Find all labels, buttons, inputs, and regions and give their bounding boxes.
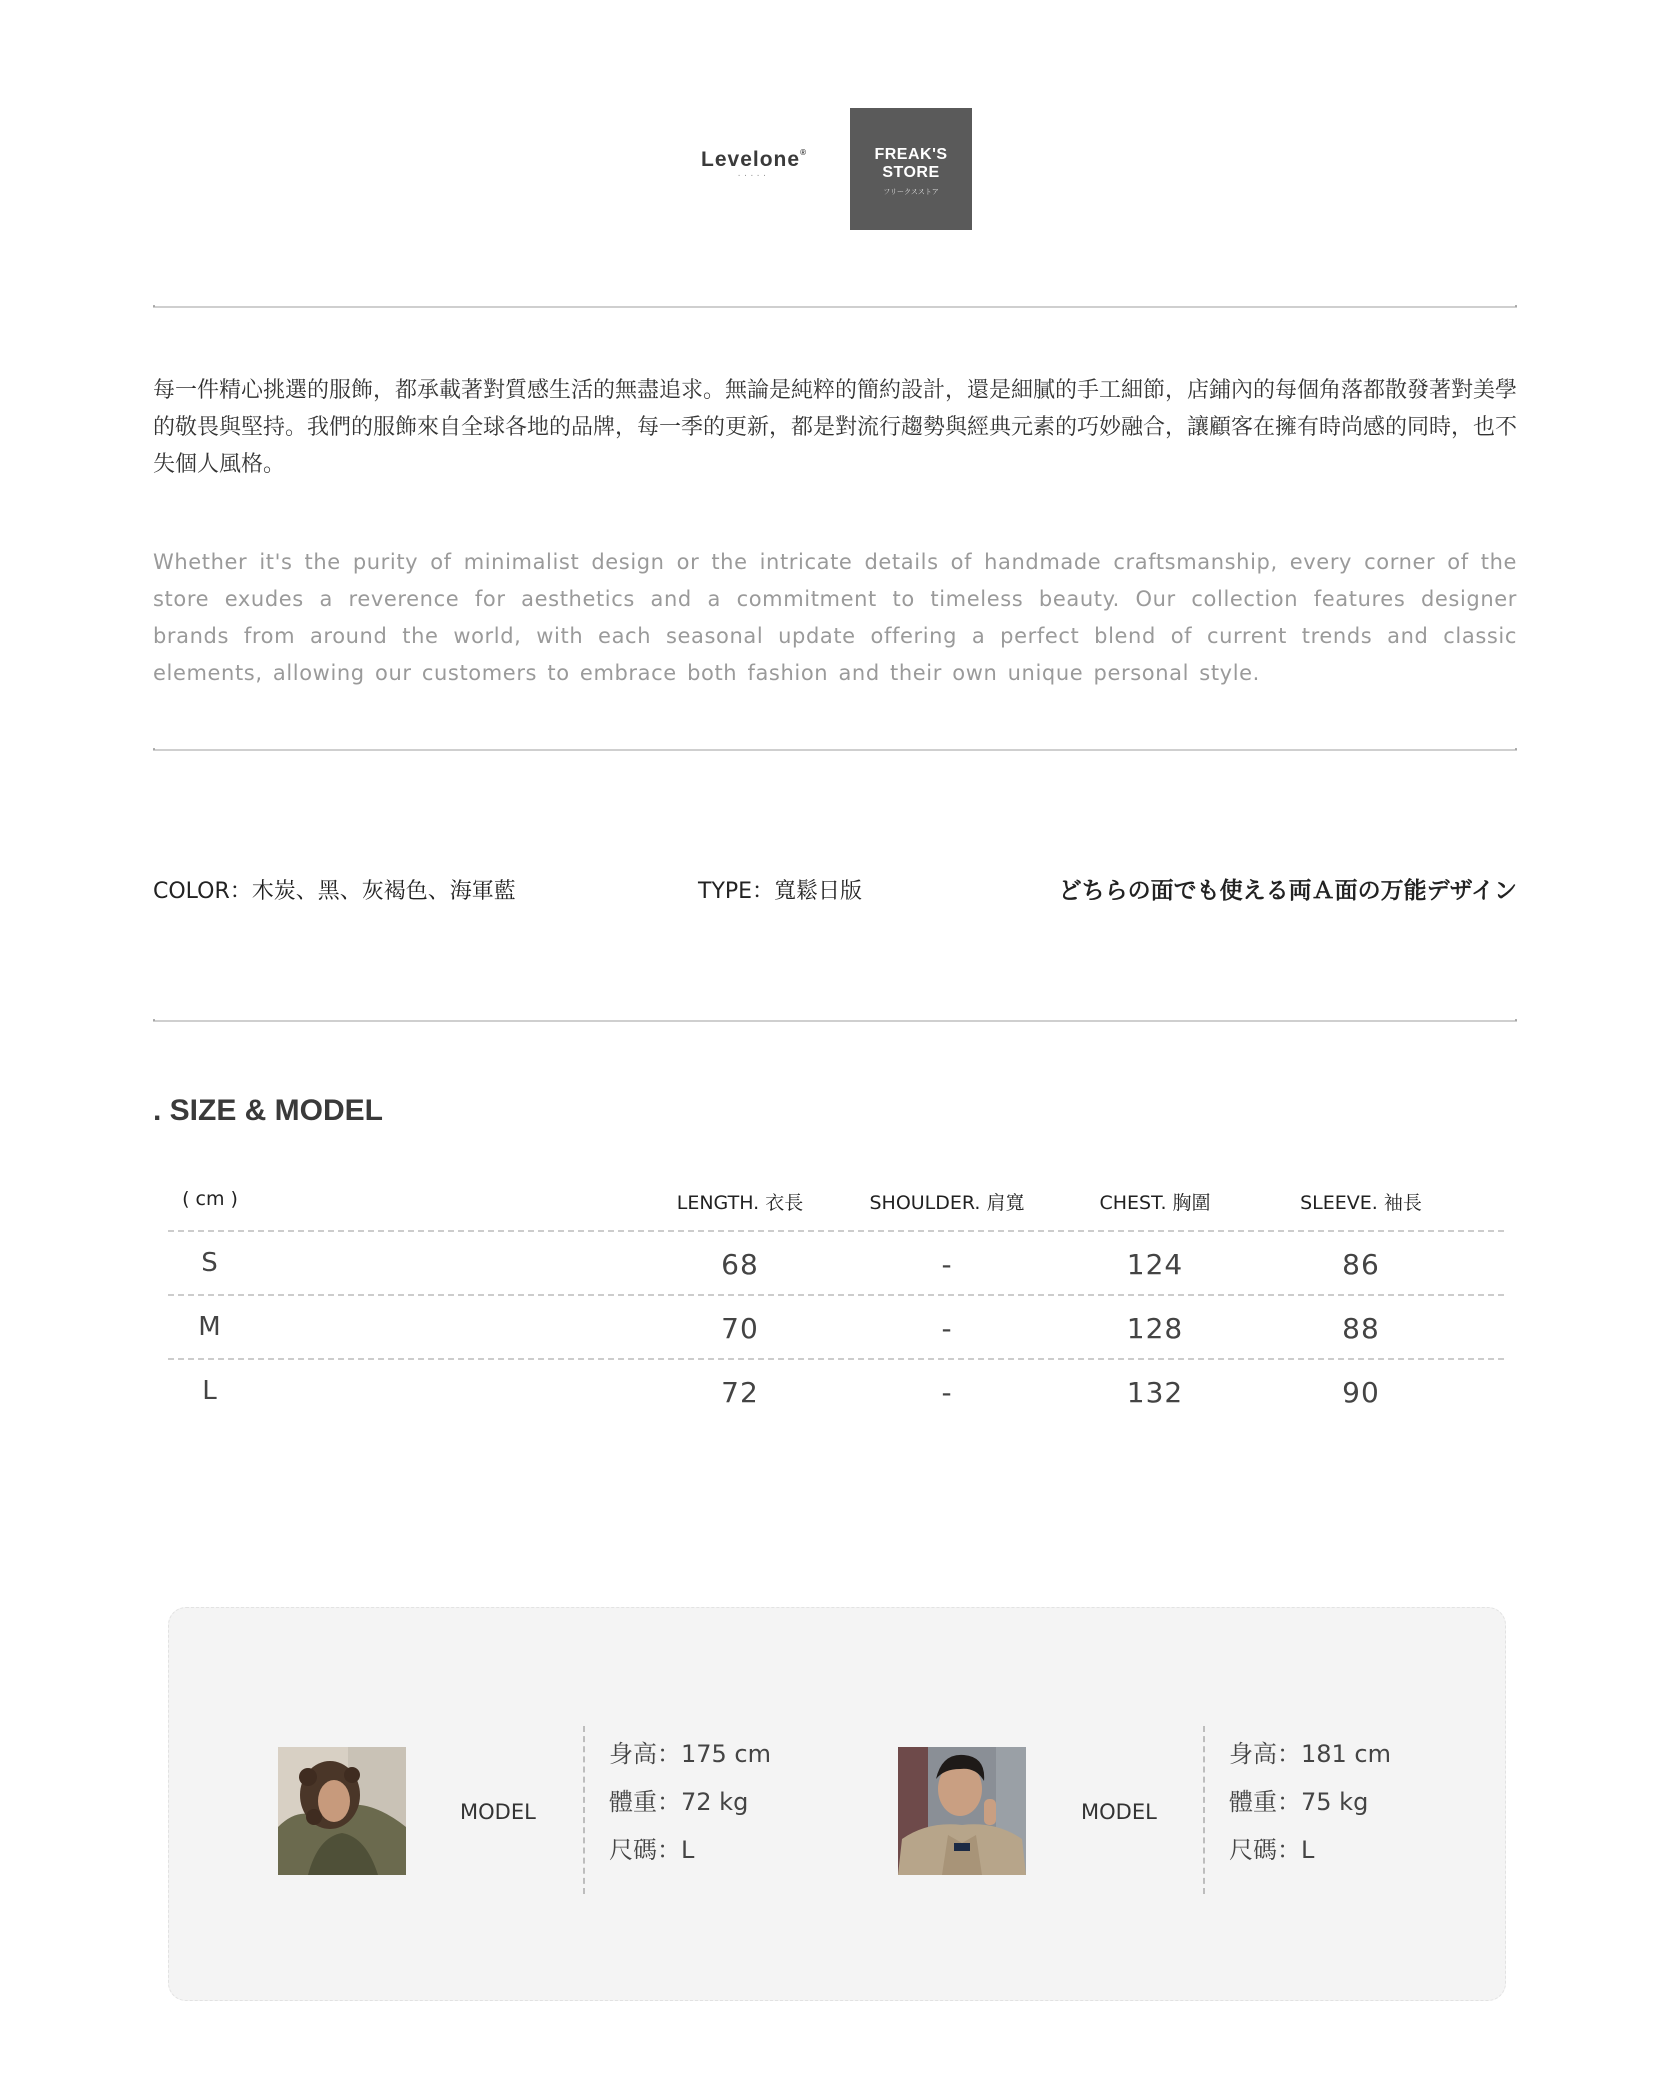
shoulder-cell: - (941, 1312, 953, 1345)
table-row (168, 1358, 1504, 1422)
col-length: LENGTH. 衣長 (676, 1192, 804, 1214)
model-divider-1 (583, 1726, 585, 1894)
model-photo-2 (898, 1747, 1026, 1875)
size-cell: L (202, 1376, 218, 1406)
intro-chinese: 每一件精心挑選的服飾，都承載著對質感生活的無盡追求。無論是純粹的簡約設計，還是細膩的手工細節，店鋪內的每個角落都散發著對美學的敬畏與堅持。我們的服飾來自全球各地的品牌，每一季的更新，都是對流行趨勢與經典元素的巧妙融合，讓顧客在擁有時尚感的同時，也不失個人風格。 (153, 378, 1518, 477)
model-photo-1 (278, 1747, 406, 1875)
model-panel (168, 1607, 1506, 2001)
jp-tagline: どちらの面でも使える両Ａ面の万能デザイン (1058, 878, 1517, 904)
model-height-1: 身高：175 cm (609, 1740, 772, 1768)
length-cell: 70 (721, 1312, 759, 1345)
model-size-1: 尺碼：L (609, 1836, 695, 1864)
model-stats-1 (609, 1730, 771, 1874)
model-weight-2: 體重：75 kg (1229, 1788, 1369, 1816)
sleeve-cell: 86 (1342, 1248, 1380, 1281)
shoulder-cell: - (941, 1248, 953, 1281)
freaks-store-logo (850, 108, 972, 230)
col-shoulder: SHOULDER. 肩寬 (869, 1192, 1025, 1214)
model-size-2: 尺碼：L (1229, 1836, 1315, 1864)
size-model-heading: . SIZE & MODEL (153, 1094, 384, 1127)
size-cell: M (198, 1312, 222, 1342)
unit-label: ( cm ) (182, 1188, 238, 1210)
freaks-logo-line2: STORE (882, 164, 940, 181)
sleeve-cell: 90 (1342, 1376, 1380, 1409)
chest-cell: 132 (1126, 1376, 1184, 1409)
chest-cell: 128 (1126, 1312, 1184, 1345)
levelone-logo-text: Levelone (701, 148, 801, 171)
type-spec: TYPE：寬鬆日版 (698, 879, 863, 904)
table-row (168, 1294, 1504, 1358)
model-height-2: 身高：181 cm (1229, 1740, 1392, 1768)
intro-english: Whether it's the purity of minimalist design or the intricate details of handmade craftsmanship, every corner of the store exudes a reverence for aesthetics and a commitment to timeless beauty. Our collection features designer brands from around the world, with each seasonal update offering a perfect blend of current trends and classic elements, allowing our customers to embrace both fashion and their own unique personal style. (153, 550, 1517, 685)
model-label-2: MODEL (1081, 1800, 1157, 1824)
col-chest: CHEST. 胸圍 (1099, 1192, 1211, 1214)
freaks-logo-kana: フリークスストア (883, 189, 939, 196)
model-stats-2 (1229, 1730, 1391, 1874)
length-cell: 68 (721, 1248, 759, 1281)
size-cell: S (201, 1248, 219, 1278)
model-label-1: MODEL (460, 1800, 536, 1824)
freaks-logo-line1: FREAK'S (874, 146, 948, 163)
shoulder-cell: - (941, 1376, 953, 1409)
color-spec: COLOR：木炭、黑、灰褐色、海軍藍 (153, 879, 516, 904)
divider-middle (153, 749, 1517, 751)
col-sleeve: SLEEVE. 袖長 (1300, 1192, 1422, 1214)
table-row (168, 1230, 1504, 1294)
size-table (168, 1178, 1504, 1422)
model-weight-1: 體重：72 kg (609, 1788, 749, 1816)
levelone-logo: Levelone® ····· (701, 148, 807, 180)
model-divider-2 (1203, 1726, 1205, 1894)
size-table-header (168, 1178, 1504, 1230)
divider-lower (153, 1020, 1517, 1022)
divider-top (153, 306, 1517, 308)
chest-cell: 124 (1126, 1248, 1184, 1281)
sleeve-cell: 88 (1342, 1312, 1380, 1345)
length-cell: 72 (721, 1376, 759, 1409)
